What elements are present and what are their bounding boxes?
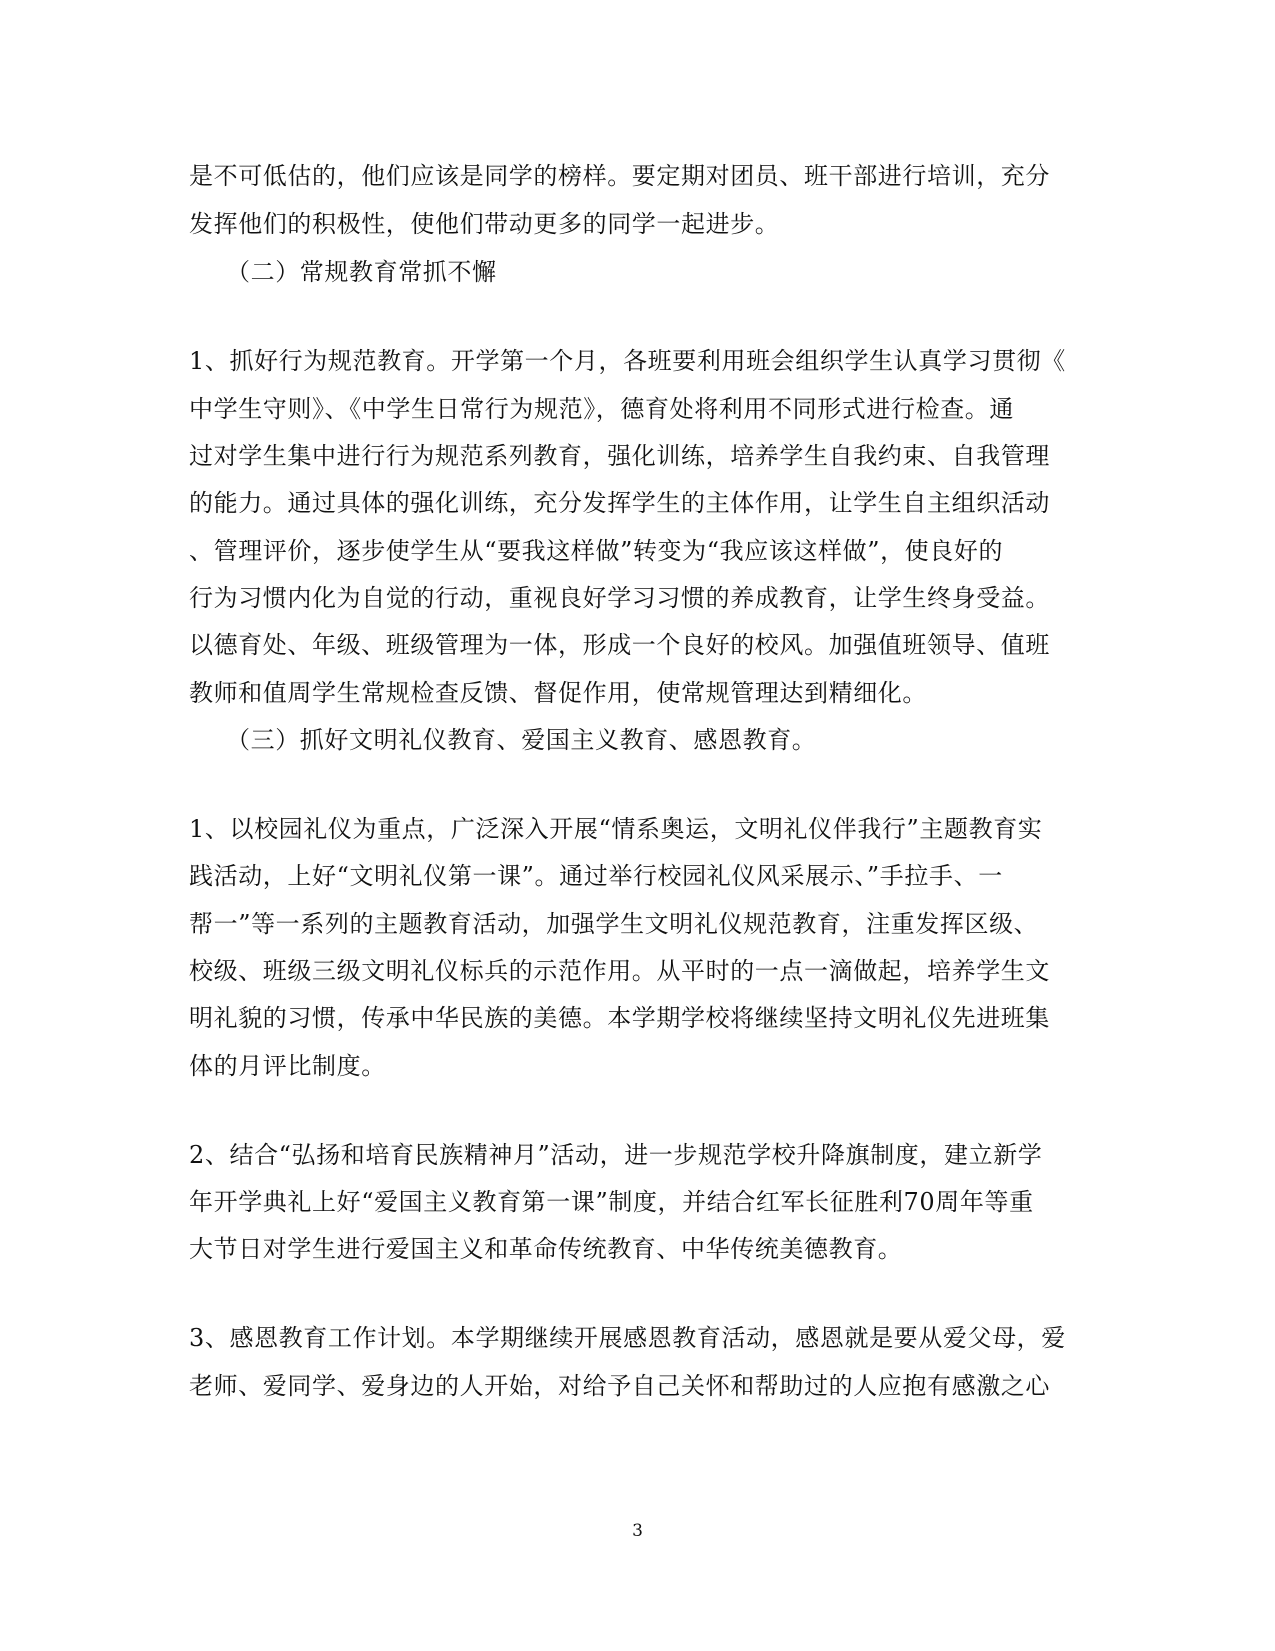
section-heading: （二）常规教育常抓不懈 [226,258,497,286]
text-line: 以德育处、年级、班级管理为一体，形成一个良好的校风。加强值班领导、值班 [189,631,1050,659]
text-line: 是不可低估的，他们应该是同学的榜样。要定期对团员、班干部进行培训，充分 [189,162,1050,190]
text-line: 1、以校园礼仪为重点，广泛深入开展“情系奥运，文明礼仪伴我行”主题教育实 [189,815,1043,843]
text-line: 明礼貌的习惯，传承中华民族的美德。本学期学校将继续坚持文明礼仪先进班集 [189,1004,1050,1032]
text-line: 3、感恩教育工作计划。本学期继续开展感恩教育活动，感恩就是要从爱父母，爱 [189,1324,1066,1352]
text-line: 1、抓好行为规范教育。开学第一个月，各班要利用班会组织学生认真学习贯彻《 [189,347,1066,375]
text-line: 践活动，上好“文明礼仪第一课”。通过举行校园礼仪风采展示、”手拉手、一 [189,862,1003,890]
text-line: 2、结合“弘扬和培育民族精神月”活动，进一步规范学校升降旗制度，建立新学 [189,1141,1043,1169]
text-line: 、管理评价，逐步使学生从“要我这样做”转变为“我应该这样做”，使良好的 [189,537,1004,565]
page-number: 3 [632,1521,643,1541]
text-line: 老师、爱同学、爱身边的人开始，对给予自己关怀和帮助过的人应抱有感激之心 [189,1372,1050,1400]
text-line: 体的月评比制度。 [189,1052,386,1080]
text-line: 行为习惯内化为自觉的行动，重视良好学习习惯的养成教育，让学生终身受益。 [189,584,1050,612]
text-line: 的能力。通过具体的强化训练，充分发挥学生的主体作用，让学生自主组织活动 [189,489,1050,517]
text-line: 校级、班级三级文明礼仪标兵的示范作用。从平时的一点一滴做起，培养学生文 [189,957,1050,985]
text-line: 帮一”等一系列的主题教育活动，加强学生文明礼仪规范教育，注重发挥区级、 [189,910,1039,938]
text-line: 教师和值周学生常规检查反馈、督促作用，使常规管理达到精细化。 [189,679,927,707]
text-line: 大节日对学生进行爱国主义和革命传统教育、中华传统美德教育。 [189,1235,903,1263]
text-line: 发挥他们的积极性，使他们带动更多的同学一起进步。 [189,210,780,238]
text-line: 过对学生集中进行行为规范系列教育，强化训练，培养学生自我约束、自我管理 [189,442,1050,470]
text-line: 中学生守则》、《中学生日常行为规范》，德育处将利用不同形式进行检查。通 [189,395,1014,423]
section-heading: （三）抓好文明礼仪教育、爱国主义教育、感恩教育。 [226,726,817,754]
text-line: 年开学典礼上好“爱国主义教育第一课”制度，并结合红军长征胜利70周年等重 [189,1188,1034,1216]
